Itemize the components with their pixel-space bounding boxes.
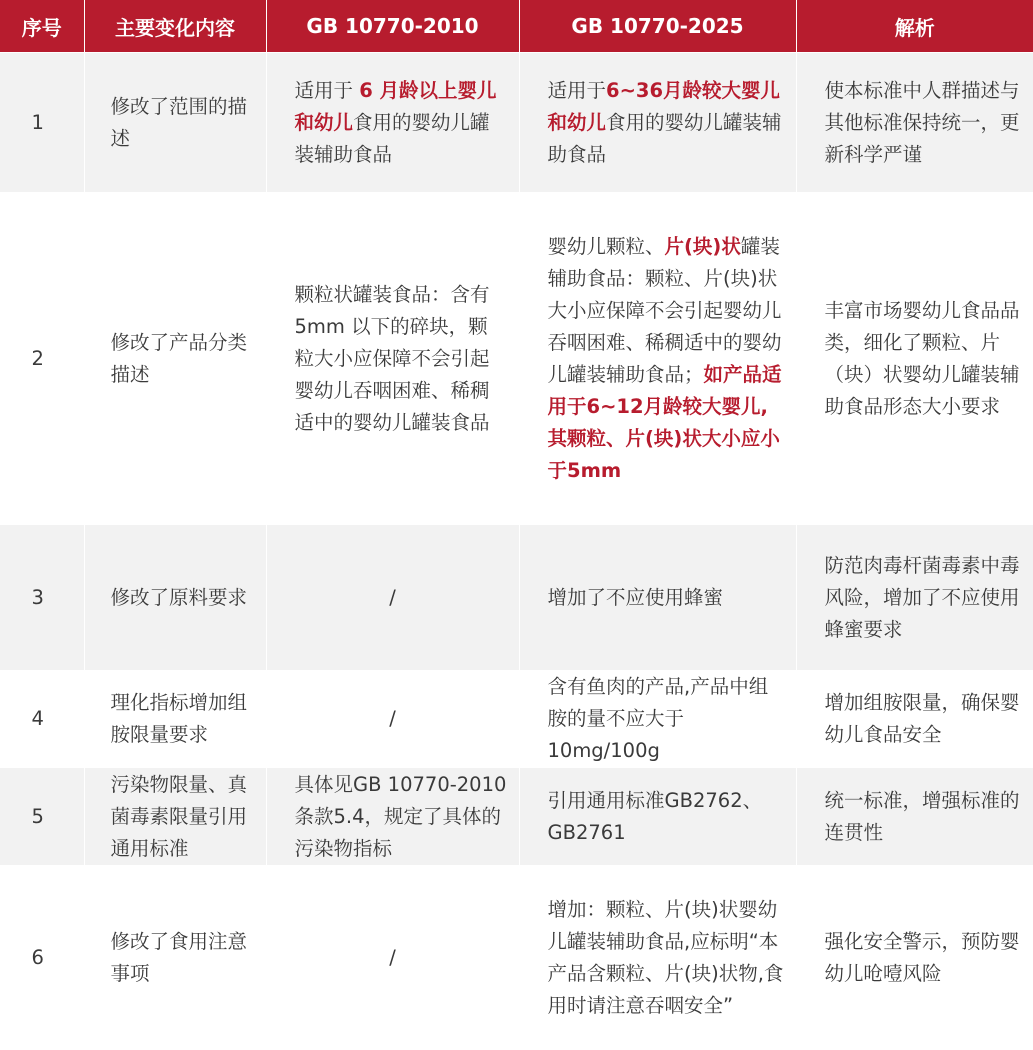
cell-text: 婴幼儿颗粒、 xyxy=(547,234,665,258)
table-row xyxy=(0,768,1033,866)
cell-text: 食用的婴幼儿罐装辅助食品 xyxy=(294,110,490,166)
table-row xyxy=(0,53,1033,193)
row-change-description: 污染物限量、真菌毒素限量引用通用标准 xyxy=(84,768,266,866)
row-new-standard xyxy=(519,768,796,866)
row-serial-number: 4 xyxy=(0,671,84,768)
row-serial-number: 3 xyxy=(0,525,84,671)
row-new-standard xyxy=(519,866,796,1050)
table-row xyxy=(0,866,1033,1050)
table-row xyxy=(0,671,1033,768)
row-analysis: 统一标准，增强标准的连贯性 xyxy=(796,768,1033,866)
row-old-standard xyxy=(266,193,519,525)
cell-text: 增加：颗粒、片(块)状婴幼儿罐装辅助食品,应标明“本产品含颗粒、片(块)状物,食用时请注意吞咽安全” xyxy=(547,897,784,1017)
row-analysis: 防范肉毒杆菌毒素中毒风险，增加了不应使用蜂蜜要求 xyxy=(796,525,1033,671)
row-old-standard xyxy=(266,53,519,193)
header-new-standard: GB 10770-2025 xyxy=(519,0,796,53)
highlighted-text: 片(块)状 xyxy=(664,234,741,258)
header-serial-number: 序号 xyxy=(0,0,84,53)
cell-text: 食用的婴幼儿罐装辅助食品 xyxy=(547,110,782,166)
header-old-standard: GB 10770-2010 xyxy=(266,0,519,53)
row-serial-number: 6 xyxy=(0,866,84,1050)
header-row xyxy=(0,0,1033,53)
row-old-standard xyxy=(266,525,519,671)
highlighted-text: 如产品适用于6~12月龄较大婴儿,其颗粒、片(块)状大小应小于5mm xyxy=(547,362,782,482)
table-row xyxy=(0,525,1033,671)
cell-text: 颗粒状罐装食品：含有 5mm 以下的碎块，颗粒大小应保障不会引起婴幼儿吞咽困难、稀稠适中的婴幼儿罐装食品 xyxy=(294,282,490,434)
row-old-standard xyxy=(266,768,519,866)
cell-text: / xyxy=(389,945,396,969)
highlighted-text: 6~36月龄较大婴儿和幼儿 xyxy=(547,78,781,134)
highlighted-text: 6 月龄以上婴儿和幼儿 xyxy=(294,78,497,134)
row-analysis: 增加组胺限量，确保婴幼儿食品安全 xyxy=(796,671,1033,768)
row-analysis: 丰富市场婴幼儿食品品类，细化了颗粒、片（块）状婴幼儿罐装辅助食品形态大小要求 xyxy=(796,193,1033,525)
row-serial-number: 5 xyxy=(0,768,84,866)
row-new-standard xyxy=(519,671,796,768)
row-new-standard xyxy=(519,193,796,525)
row-change-description: 理化指标增加组胺限量要求 xyxy=(84,671,266,768)
cell-text: 增加了不应使用蜂蜜 xyxy=(547,585,724,609)
header-main-changes: 主要变化内容 xyxy=(84,0,266,53)
row-serial-number: 2 xyxy=(0,193,84,525)
cell-text: / xyxy=(389,585,396,609)
cell-text: 引用通用标准GB2762、GB2761 xyxy=(547,788,763,844)
header-analysis: 解析 xyxy=(796,0,1033,53)
row-old-standard xyxy=(266,671,519,768)
row-serial-number: 1 xyxy=(0,53,84,193)
cell-text: / xyxy=(389,707,396,730)
row-analysis: 强化安全警示，预防婴幼儿呛噎风险 xyxy=(796,866,1033,1050)
row-change-description: 修改了食用注意事项 xyxy=(84,866,266,1050)
cell-text: 含有鱼肉的产品,产品中组胺的量不应大于10mg/100g xyxy=(547,675,769,762)
row-change-description: 修改了产品分类描述 xyxy=(84,193,266,525)
row-change-description: 修改了范围的描述 xyxy=(84,53,266,193)
table-row xyxy=(0,193,1033,525)
row-analysis: 使本标准中人群描述与其他标准保持统一，更新科学严谨 xyxy=(796,53,1033,193)
cell-text: 适用于 xyxy=(547,78,607,102)
row-old-standard xyxy=(266,866,519,1050)
row-new-standard xyxy=(519,53,796,193)
cell-text: 适用于 xyxy=(294,78,360,102)
row-new-standard xyxy=(519,525,796,671)
row-change-description: 修改了原料要求 xyxy=(84,525,266,671)
cell-text: 具体见GB 10770-2010条款5.4，规定了具体的污染物指标 xyxy=(294,772,507,860)
cell-text: 罐装辅助食品：颗粒、片(块)状大小应保障不会引起婴幼儿吞咽困难、稀稠适中的婴幼儿罐装辅助食品； xyxy=(547,234,782,386)
